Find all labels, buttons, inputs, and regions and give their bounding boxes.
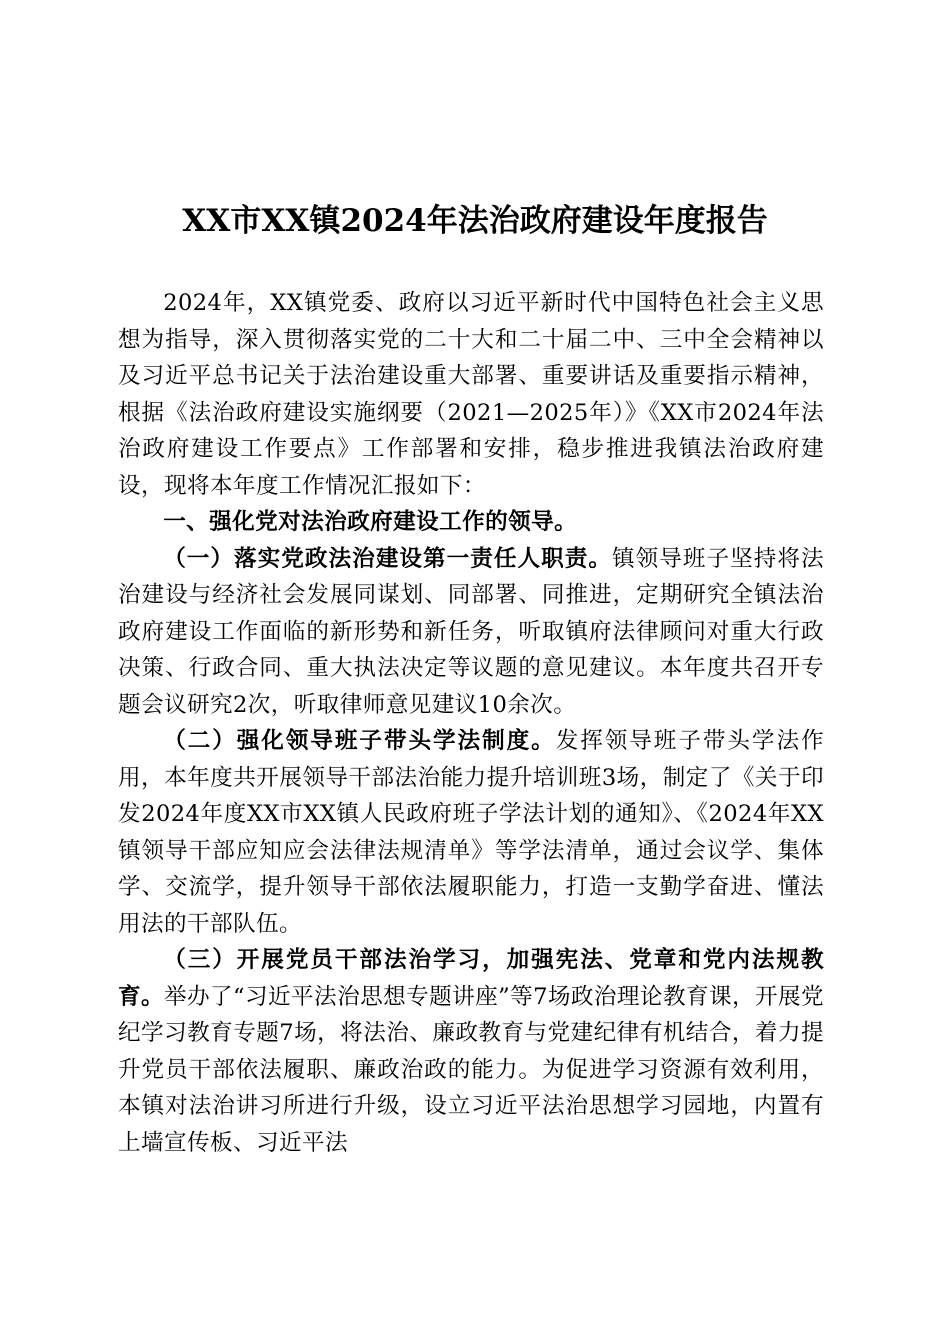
item-lead-3: （三）开展党员干部法治学习，加强宪法、党章和党内法规教育。 [118, 947, 824, 1010]
item-lead-2: （二）强化领导班子带头学法制度。 [163, 728, 556, 754]
section-item-1 [118, 541, 824, 724]
section-heading-1: 一、强化党对法治政府建设工作的领导。 [163, 509, 578, 535]
section-item-3 [118, 942, 824, 1161]
document-title: XX市XX镇2024年法治政府建设年度报告 [182, 203, 768, 239]
item-lead-1: （一）落实党政法治建设第一责任人职责。 [163, 545, 613, 572]
item-text-3: 举办了“习近平法治思想专题讲座”等7场政治理论教育课，开展党纪学习教育专题7场，将法治、廉政教育与党建纪律有机结合，着力提升党员干部依法履职、廉政治政的能力。为促进学习资源有效利用，本镇对法治讲习所进行升级，设立习近平法治思想学习园地，内置有上墙宣传板、习近平法 [118, 983, 824, 1156]
intro-paragraph: 2024年，XX镇党委、政府以习近平新时代中国特色社会主义思想为指导，深入贯彻落实党的二十大和二十届二中、三中全会精神以及习近平总书记关于法治建设重大部署、重要讲话及重要指示精神，根据《法治政府建设实施纲要（2021—2025年）》《XX市2024年法治政府建设工作要点》工作部署和安排，稳步推进我镇法治政府建设，现将本年度工作情况汇报如下： [118, 290, 824, 499]
section-item-2 [118, 723, 824, 942]
document-body [118, 285, 824, 1161]
item-text-1: 镇领导班子坚持将法治建设与经济社会发展同谋划、同部署、同推进，定期研究全镇法治政府建设工作面临的新形势和新任务，听取镇府法律顾问对重大行政决策、行政合同、重大执法决定等议题的意见建议。本年度共召开专题会议研究2次，听取律师意见建议10余次。 [118, 545, 824, 718]
item-text-2: 发挥领导班子带头学法作用，本年度共开展领导干部法治能力提升培训班3场，制定了《关于印发2024年度XX市XX镇人民政府班子学法计划的通知》、《2024年XX镇领导干部应知应会法律法规清单》等学法清单，通过会议学、集体学、交流学，提升领导干部依法履职能力，打造一支勤学奋进、懂法用法的干部队伍。 [118, 728, 824, 937]
